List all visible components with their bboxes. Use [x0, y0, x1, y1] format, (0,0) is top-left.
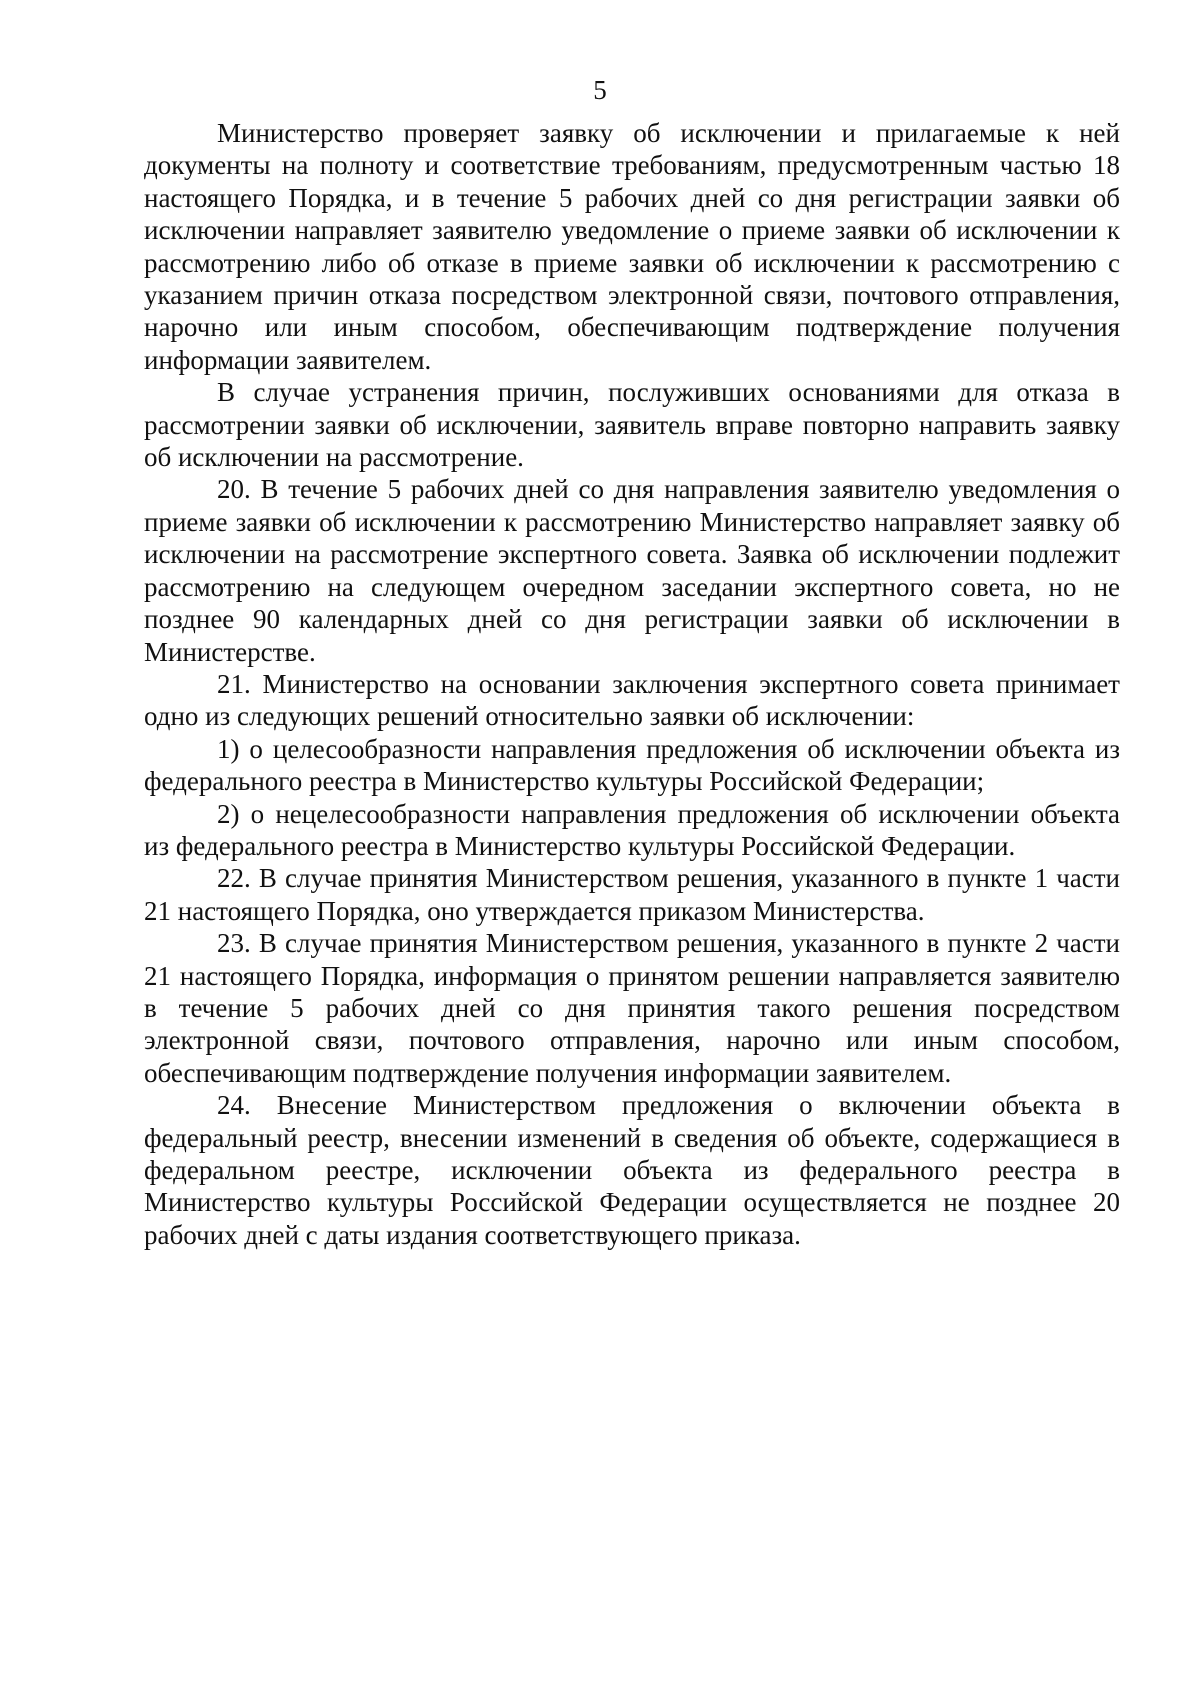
paragraph-21-item-2: 2) о нецелесообразности направления предложения об исключении объекта из федерального реестра в Министерство культуры Российской Федерации.: [144, 798, 1120, 861]
paragraph-24: 24. Внесение Министерством предложения о включении объекта в федеральный реестр, внесении изменений в сведения об объекте, содержащиеся в федеральном реестре, исключении объекта из федерального реестра в Министерство культуры Российской Федерации осуществляется не позднее 20 рабочих дней с даты издания соответствующего приказа.: [144, 1090, 1120, 1250]
paragraph-21-item-1: 1) о целесообразности направления предложения об исключении объекта из федерального реестра в Министерство культуры Российской Федерации;: [144, 733, 1120, 797]
page-number: 5: [593, 75, 607, 105]
paragraph-23: 23. В случае принятия Министерством решения, указанного в пункте 2 части 21 настоящего Порядка, информация о принятом решении направляется заявителю в течение 5 рабочих дней со дня принятия такого решения посредством электронной связи, почтового отправления, нарочно или иным способом, обеспечивающим подтверждение получения информации заявителем.: [144, 928, 1120, 1088]
paragraph-review-application: Министерство проверяет заявку об исключении и прилагаемые к ней документы на полноту и соответствие требованиям, предусмотренным частью 18 настоящего Порядка, и в течение 5 рабочих дней со дня регистрации заявки об исключении направляет заявителю уведомление о приеме заявки об исключении к рассмотрению либо об отказе в приеме заявки об исключении к рассмотрению с указанием причин отказа посредством электронной связи, почтового отправления, нарочно или иным способом, обеспечивающим подтверждение получения информации заявителем.: [144, 118, 1120, 375]
paragraph-21: 21. Министерство на основании заключения экспертного совета принимает одно из следующих решений относительно заявки об исключении:: [144, 668, 1120, 732]
document-body: [144, 117, 1120, 1251]
paragraph-22: 22. В случае принятия Министерством решения, указанного в пункте 1 части 21 настоящего Порядка, оно утверждается приказом Министерства.: [144, 863, 1120, 926]
paragraph-20: 20. В течение 5 рабочих дней со дня направления заявителю уведомления о приеме заявки об исключении к рассмотрению Министерство направляет заявку об исключении на рассмотрение экспертного совета. Заявка об исключении подлежит рассмотрению на следующем очередном заседании экспертного совета, но не позднее 90 календарных дней со дня регистрации заявки об исключении в Министерстве.: [144, 474, 1120, 667]
paragraph-resubmission: В случае устранения причин, послуживших основаниями для отказа в рассмотрении заявки об исключении, заявитель вправе повторно направить заявку об исключении на рассмотрение.: [144, 377, 1120, 473]
